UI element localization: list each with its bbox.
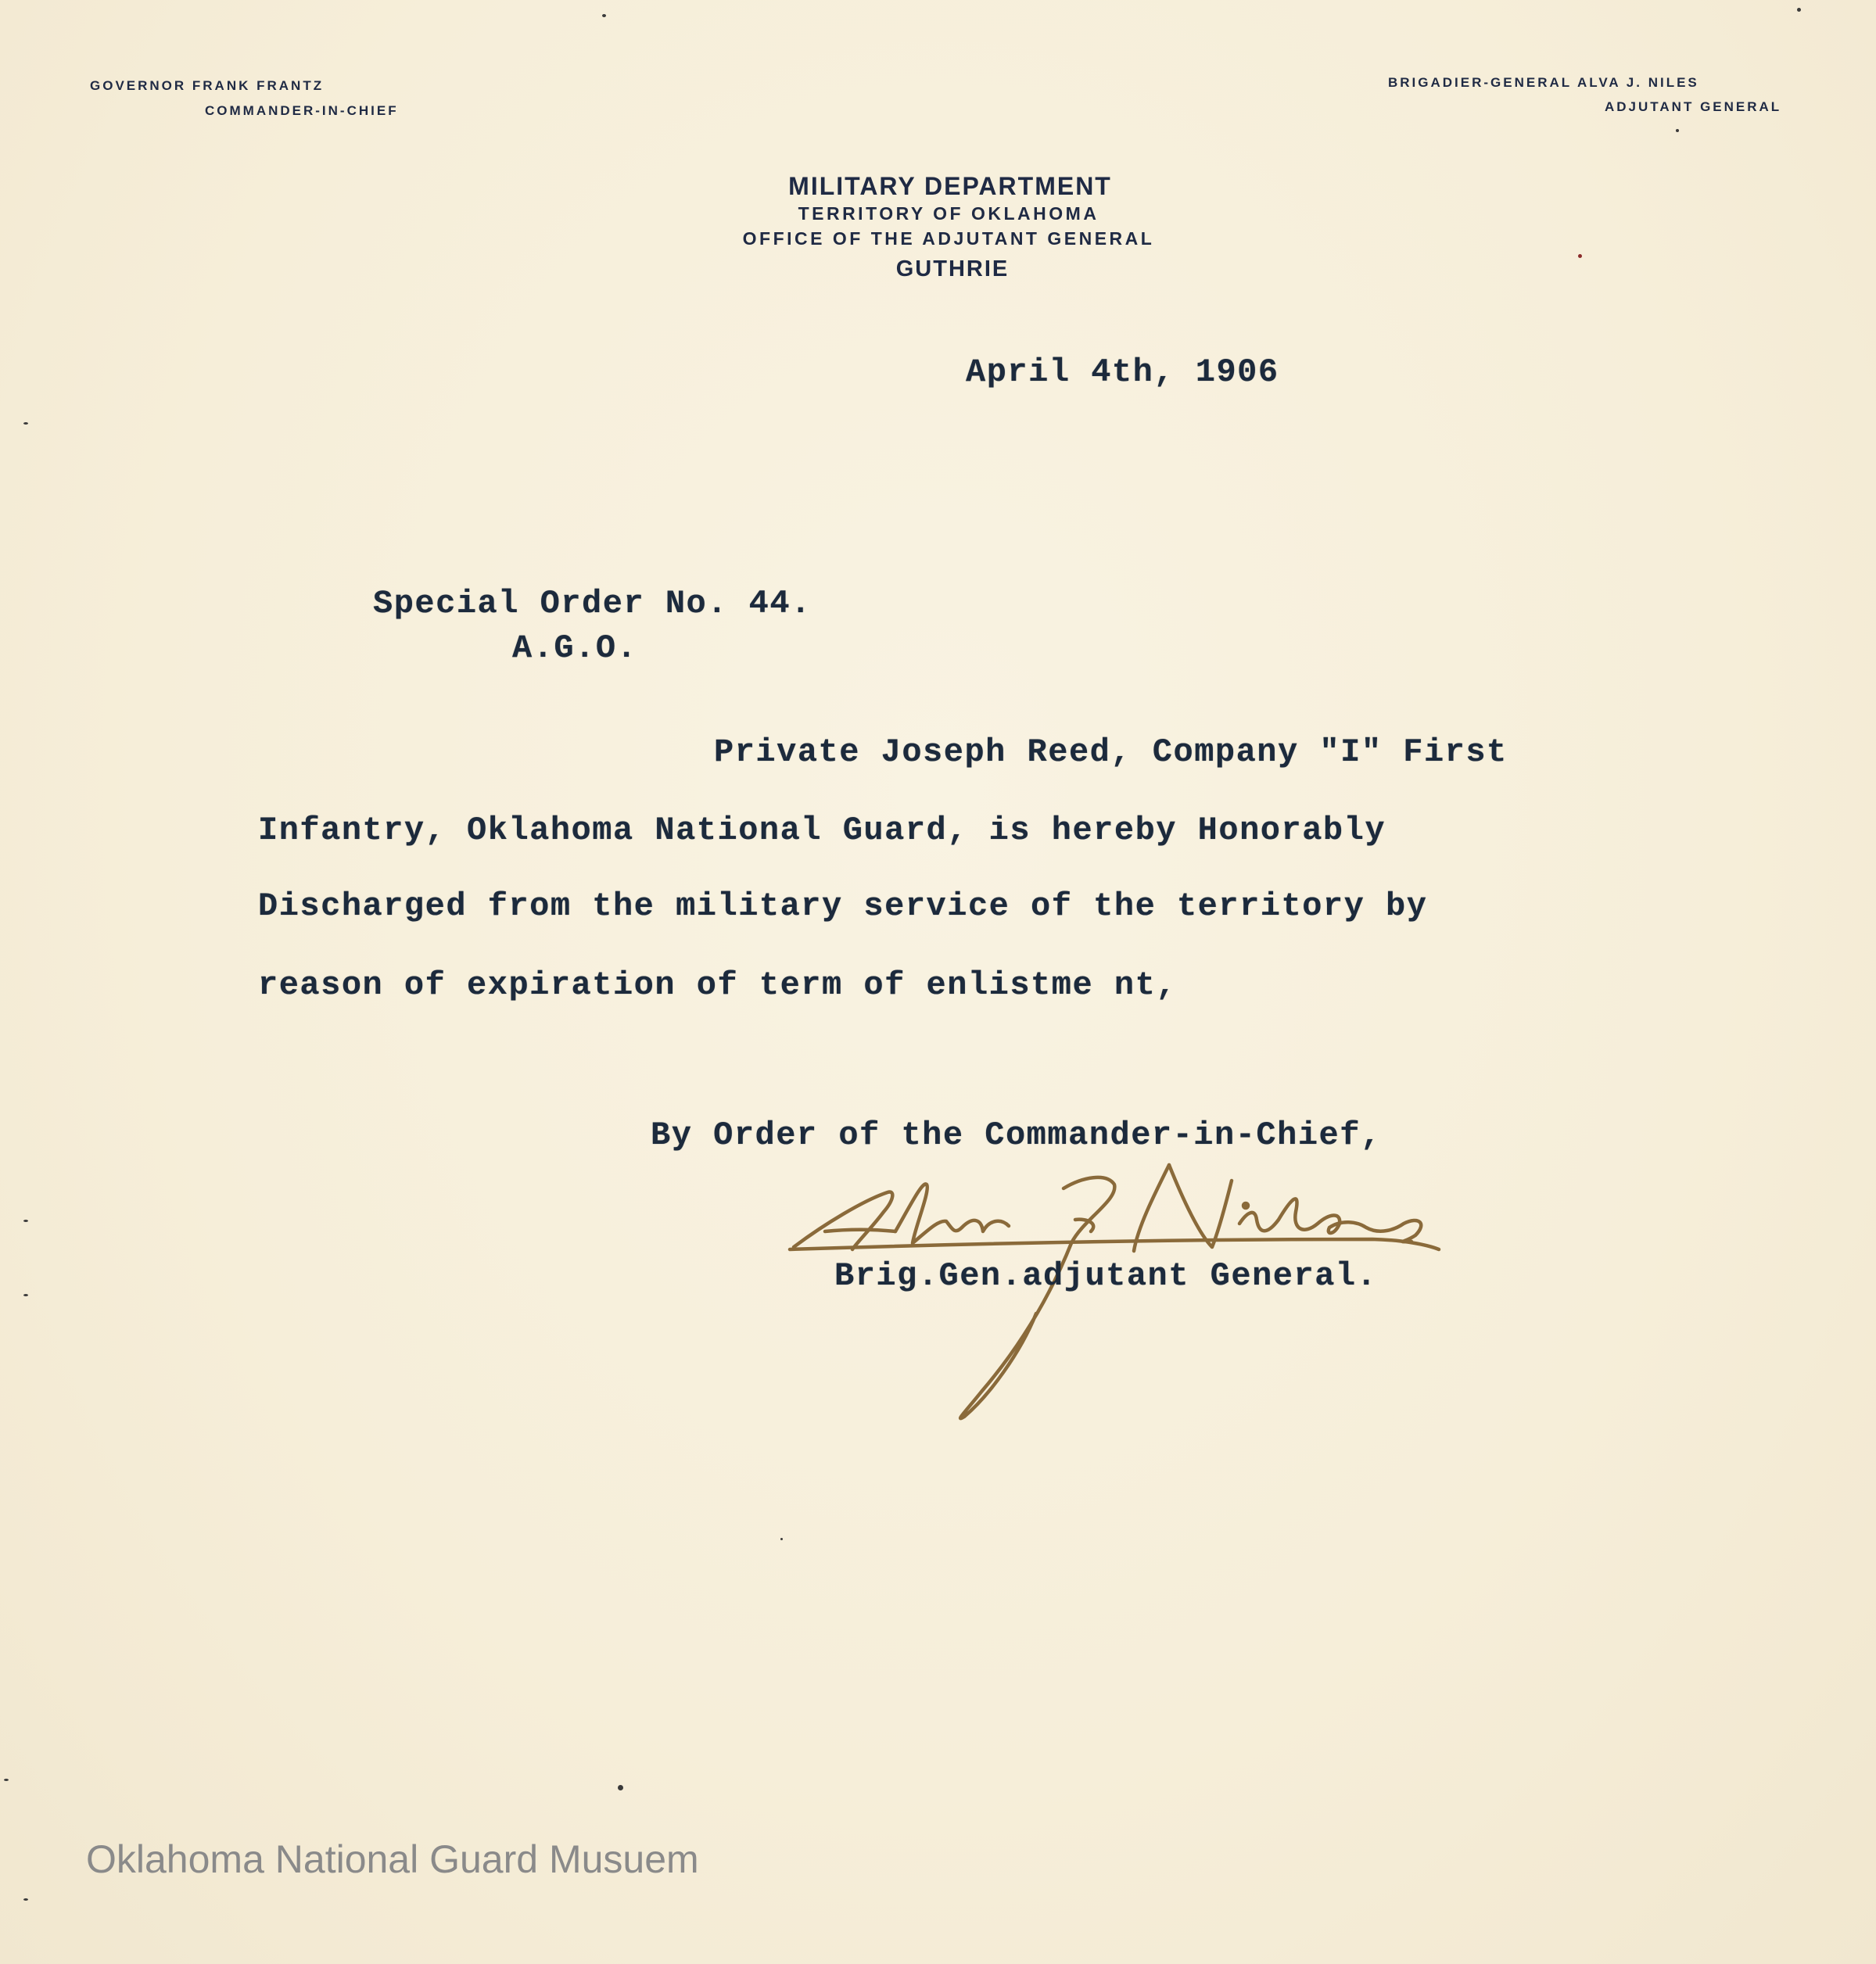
paper-speck [780, 1538, 783, 1540]
special-order-number: Special Order No. 44. [373, 585, 812, 622]
museum-watermark: Oklahoma National Guard Musuem [86, 1837, 699, 1881]
letterhead-governor: GOVERNOR FRANK FRANTZ [90, 78, 325, 93]
letterhead-territory: TERRITORY OF OKLAHOMA [798, 203, 1099, 224]
paper-speck [4, 1779, 9, 1781]
body-line-1: Private Joseph Reed, Company "I" First [714, 733, 1508, 771]
paper-speck [1797, 8, 1801, 12]
paper-speck [23, 1294, 28, 1296]
letterhead-office: OFFICE OF THE ADJUTANT GENERAL [742, 228, 1155, 249]
paper-speck [23, 422, 28, 425]
paper-speck [1578, 254, 1582, 258]
body-line-3: Discharged from the military service of the territory by [258, 887, 1428, 925]
paper-speck [23, 1220, 28, 1222]
letterhead-city: GUTHRIE [895, 256, 1010, 281]
closing-line: By Order of the Commander-in-Chief, [651, 1116, 1382, 1154]
body-line-4: reason of expiration of term of enlistme nt, [258, 966, 1177, 1004]
letterhead-title: MILITARY DEPARTMENT [788, 172, 1112, 200]
letterhead-brigadier: BRIGADIER-GENERAL ALVA J. NILES [1388, 75, 1699, 90]
paper-speck [602, 14, 606, 17]
special-order-ago: A.G.O. [512, 629, 638, 667]
signer-title: Brig.Gen.adjutant General. [834, 1257, 1378, 1295]
letter-date: April 4th, 1906 [966, 353, 1279, 391]
body-line-2: Infantry, Oklahoma National Guard, is hereby Honorably [258, 812, 1386, 849]
paper-speck [23, 1898, 28, 1901]
paper-speck [618, 1785, 623, 1790]
letterhead-adjutant: ADJUTANT GENERAL [1605, 99, 1782, 114]
paper-speck [1676, 129, 1679, 132]
signature-alva-niles [778, 1157, 1482, 1439]
letterhead-commander: COMMANDER-IN-CHIEF [205, 103, 399, 118]
